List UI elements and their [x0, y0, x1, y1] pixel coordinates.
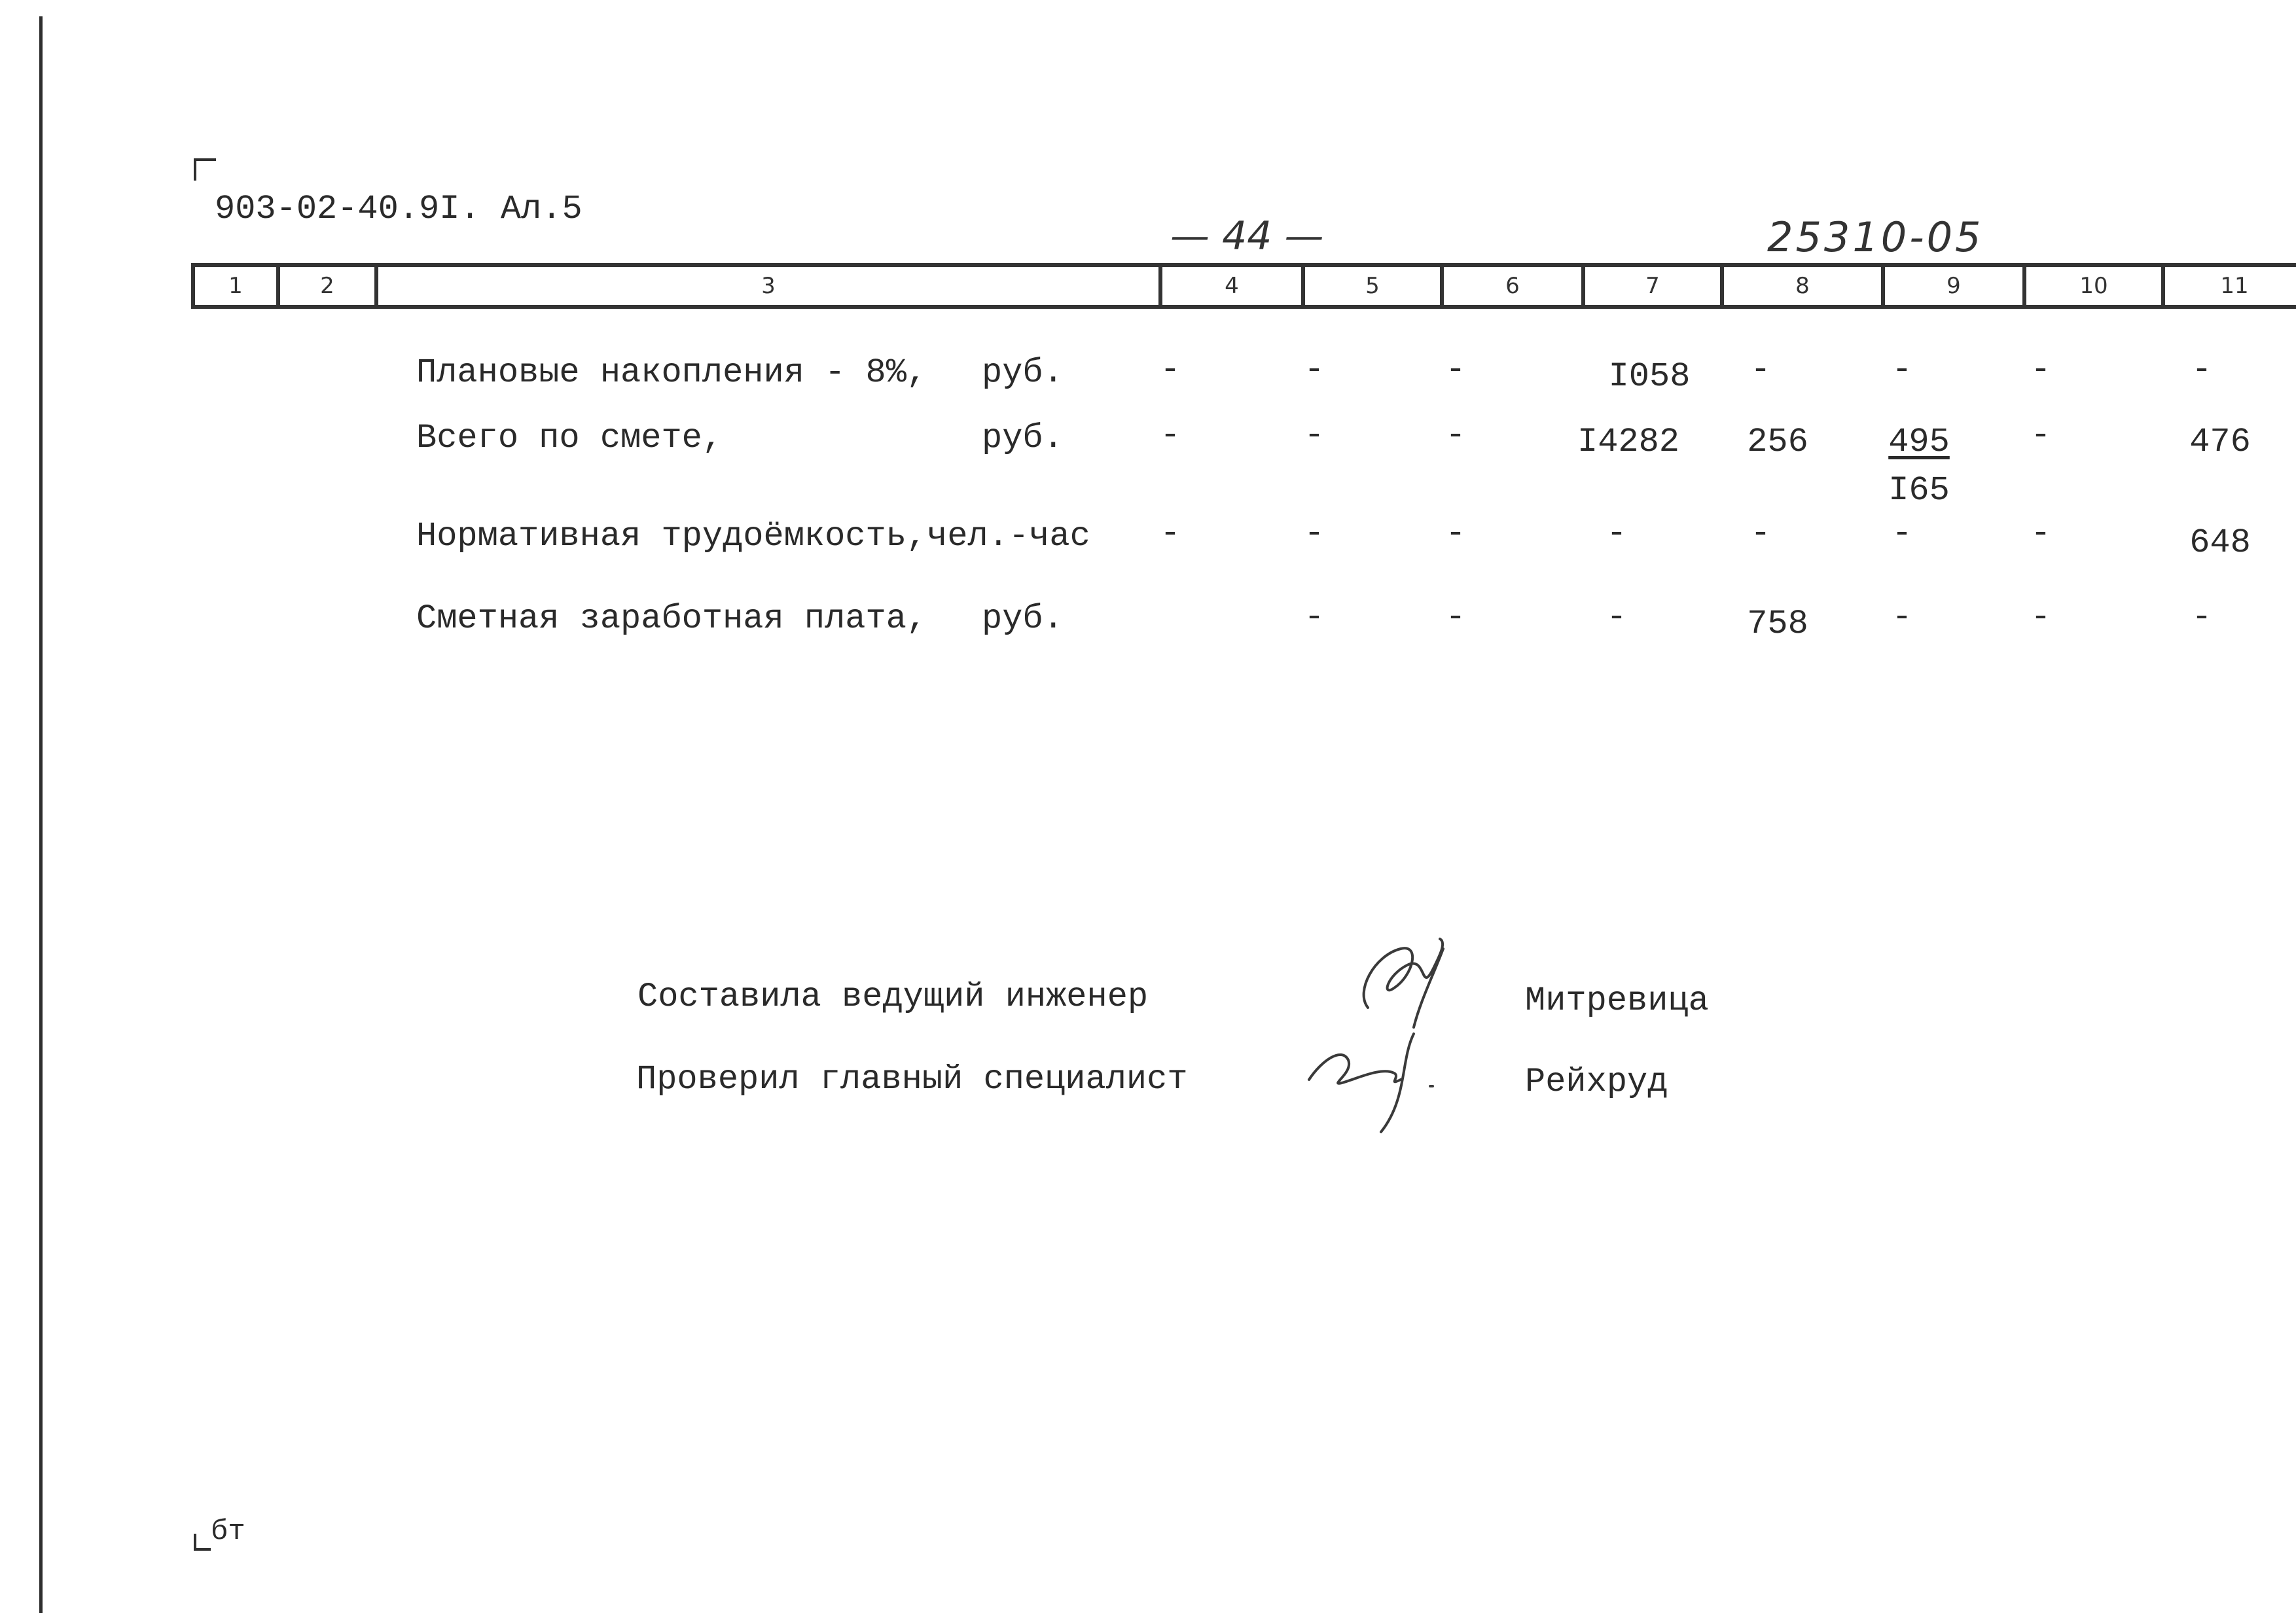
row-value: -	[2030, 351, 2051, 389]
signature-name: Митревица	[1525, 981, 1709, 1020]
column-header-7: 7	[1585, 267, 1724, 305]
column-header-11: 11	[2220, 273, 2249, 299]
row-value: 758	[1747, 605, 1808, 643]
row-value: -	[1892, 351, 1912, 389]
signature-name: Рейхруд	[1525, 1063, 1668, 1101]
column-header-4: 4	[1162, 267, 1305, 305]
row-value: -	[2030, 598, 2051, 637]
row-value: -	[2030, 416, 2051, 455]
page-edge-rule	[39, 16, 43, 1613]
row-value: -	[1304, 514, 1325, 553]
column-header-1: 1	[195, 267, 280, 305]
column-header-9: 9	[1885, 267, 2026, 305]
row-value: -	[1892, 598, 1912, 637]
row-unit: руб.	[982, 353, 1064, 392]
row-value: -	[1304, 351, 1325, 389]
document-code: 903-02-40.9I. Ал.5	[215, 190, 583, 228]
row-unit: руб.	[982, 419, 1064, 457]
row-value: -	[1445, 416, 1466, 455]
row-value: 495	[1888, 423, 1950, 461]
column-header-2: 2	[280, 267, 378, 305]
footer-mark: бт	[211, 1515, 245, 1548]
row-label: Всего по смете,	[416, 419, 723, 457]
column-header-3: 3	[378, 267, 1162, 305]
row-value: 648	[2189, 523, 2251, 562]
column-header-5: 5	[1305, 267, 1444, 305]
row-label: Нормативная трудоёмкость,чел.-час	[416, 517, 1090, 556]
row-value: -	[1606, 598, 1627, 637]
row-label: Плановые накопления - 8%,	[416, 353, 927, 392]
row-value: 256	[1747, 423, 1808, 461]
row-value: -	[2191, 598, 2212, 637]
row-value: -	[1160, 351, 1181, 389]
row-value: I4282	[1577, 423, 1680, 461]
row-value: -	[1445, 351, 1466, 389]
row-value: -	[1892, 514, 1912, 553]
row-value: -	[2030, 514, 2051, 553]
row-value: I058	[1608, 357, 1691, 396]
column-number-header	[191, 263, 2296, 309]
corner-mark-top-left	[194, 158, 216, 181]
row-value: -	[1445, 514, 1466, 553]
signature-role: Составила ведущий инженер	[637, 978, 1149, 1016]
row-value: 476	[2189, 423, 2251, 461]
row-label: Сметная заработная плата,	[416, 599, 927, 638]
row-value: -	[2191, 351, 2212, 389]
row-unit: руб.	[982, 599, 1064, 638]
column-header-8: 8	[1724, 267, 1885, 305]
column-header-6: 6	[1444, 267, 1585, 305]
row-value: -	[1445, 598, 1466, 637]
row-value: -	[1304, 416, 1325, 455]
corner-mark-bottom-left	[194, 1534, 211, 1551]
row-value: -	[1160, 514, 1181, 553]
row-value: -	[1160, 416, 1181, 455]
page-number: — 44 —	[1170, 213, 1324, 259]
row-value: -	[1304, 598, 1325, 637]
signature-role: Проверил главный специалист	[636, 1060, 1188, 1099]
handwritten-signature-2	[1302, 1021, 1460, 1139]
row-value-secondary: I65	[1888, 471, 1950, 510]
registration-number: 25310-05	[1767, 213, 1984, 261]
column-header-10: 10	[2026, 267, 2165, 305]
row-value: -	[1750, 514, 1771, 553]
row-value: -	[1606, 514, 1627, 553]
row-value: -	[1750, 351, 1771, 389]
